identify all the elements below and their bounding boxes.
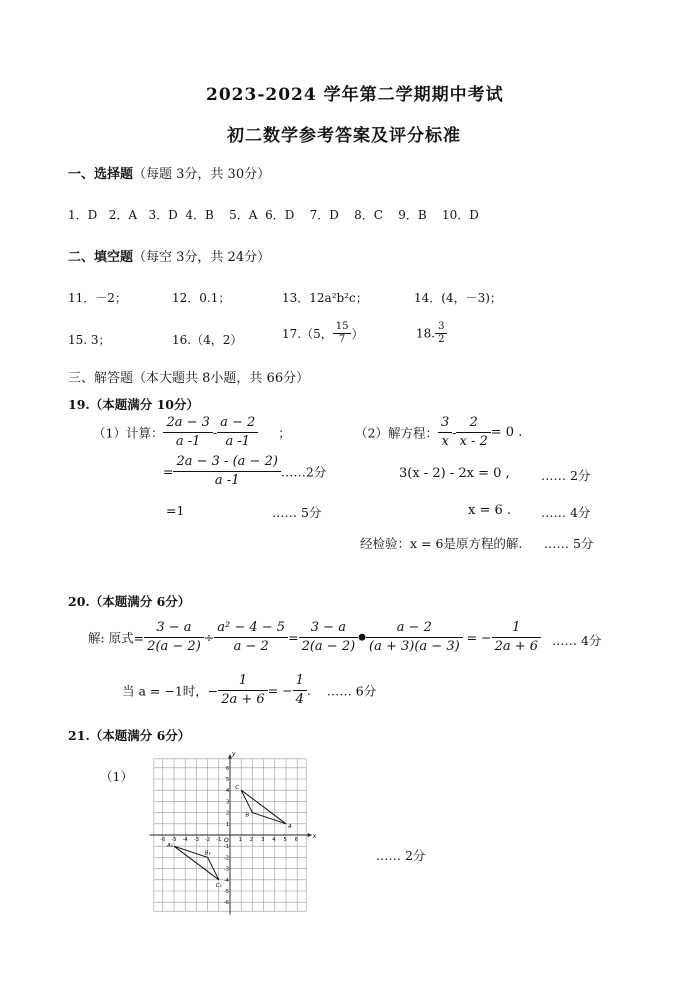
- q20-substitution: [122, 672, 376, 709]
- q19-step1-fraction: [173, 453, 280, 490]
- fraction-denominator: 2a + 6: [494, 639, 539, 654]
- section-choice-note: （每题 3分，共 30分）: [133, 167, 271, 182]
- q19-p2-fraction-2: [456, 414, 490, 451]
- q19-p2-fraction-1: [438, 414, 452, 451]
- fraction-numerator: 2a − 3: [163, 414, 212, 433]
- fraction-numerator: a − 2: [366, 619, 463, 638]
- y-tick-label: -5: [224, 889, 229, 895]
- q19-part2-step2-score: …… 4分: [541, 505, 591, 520]
- choice-answer: 2．A: [108, 208, 138, 222]
- fraction-numerator: a − 2: [217, 414, 258, 433]
- fill-answer-17: [282, 321, 363, 346]
- equals-negative: = −: [267, 683, 293, 698]
- y-tick-label: -6: [224, 900, 229, 907]
- y-tick-label: -3: [224, 866, 229, 873]
- fill-17-prefix: 17.（5，: [282, 327, 333, 341]
- fraction-denominator: 2(a − 2): [147, 639, 201, 654]
- fraction-denominator: 4: [295, 692, 304, 707]
- q19-fraction-2: [217, 414, 258, 451]
- q19-check-score: …… 5分: [544, 536, 594, 551]
- fill-18-fraction: [435, 321, 447, 346]
- q20-when: 当 a = −1时，−: [122, 683, 219, 699]
- fraction-numerator: 1: [492, 619, 541, 638]
- fraction-denominator: 2a + 6: [221, 692, 265, 707]
- multiply-dot: ●: [358, 632, 367, 643]
- section-fill-title: 二、填空题: [68, 250, 134, 265]
- fraction-denominator: 2(a − 2): [301, 639, 356, 654]
- q20-title: 20.（本题满分 6分）: [68, 594, 191, 609]
- fraction-denominator: 2: [438, 334, 445, 345]
- x-axis-arrow: [308, 833, 312, 837]
- x-tick-label: 2: [249, 837, 254, 843]
- section-solve-heading: [68, 367, 309, 386]
- point-label-c1: C₁: [215, 882, 222, 889]
- fraction-numerator: 2: [456, 414, 490, 433]
- q20-fraction-2: [214, 619, 288, 656]
- fraction-numerator: 3 − a: [299, 619, 359, 638]
- q19-part1-step1: [163, 453, 326, 490]
- fraction-numerator: 2a − 3 - (a − 2): [173, 453, 280, 472]
- fill-answer-18: [416, 321, 447, 346]
- y-tick-label: 4: [226, 788, 230, 795]
- q20-score-2: …… 6分: [326, 683, 377, 699]
- q19-part1: [93, 414, 291, 451]
- y-tick-label: 5: [226, 777, 230, 783]
- q21-part1-label: （1）: [100, 769, 133, 784]
- section-fill-note: （每空 3分，共 24分）: [133, 250, 271, 265]
- choice-answers: [68, 206, 479, 223]
- section-choice-heading: [68, 163, 270, 182]
- fill-answer-11: 11．－2；: [68, 291, 127, 305]
- graph-axes: [149, 750, 316, 914]
- x-tick-label: 5: [283, 837, 287, 843]
- fraction-denominator: a -1: [175, 434, 201, 449]
- fill-answer-13: 13．12a²b²c；: [282, 291, 368, 305]
- x-tick-label: -2: [205, 837, 211, 843]
- fill-17-suffix: ）: [351, 327, 364, 341]
- equals-negative: = −: [466, 630, 492, 645]
- minus-sign: -: [212, 425, 218, 440]
- choice-answer: 5．A: [229, 208, 258, 222]
- point-label-c: C: [235, 785, 240, 792]
- divide-sign: ÷: [203, 630, 215, 645]
- q19-part1-score: …… 5分: [272, 505, 322, 520]
- q21-score: …… 2分: [376, 848, 426, 863]
- choice-answer: 3．D: [148, 208, 178, 222]
- q20-fraction-4: [366, 619, 463, 656]
- y-tick-label: 6: [226, 765, 230, 772]
- choice-answer: 9．B: [398, 208, 427, 222]
- q19-title: 19.（本题满分 10分）: [68, 397, 199, 412]
- x-tick-label: -3: [193, 837, 199, 843]
- fraction-numerator: 3: [435, 321, 447, 334]
- fraction-numerator: 1: [218, 672, 267, 691]
- equals-sign: =: [163, 464, 174, 479]
- q20-fraction-6: [218, 672, 267, 709]
- q19-part2-step1: 3(x - 2) - 2x = 0 ,: [399, 466, 510, 481]
- period: .: [306, 683, 311, 698]
- section-choice-title: 一、选择题: [68, 167, 134, 182]
- fill-answer-16: 16.（4，2）: [172, 333, 243, 347]
- fraction-denominator: a -1: [225, 434, 250, 449]
- choice-answer: 6．D: [265, 208, 295, 222]
- q19-fraction-1: [163, 414, 212, 451]
- q20-fraction-5: [492, 619, 541, 656]
- x-tick-label: 4: [272, 837, 276, 843]
- section-solve-note: （本大题共 8小题，共 66分）: [133, 371, 310, 386]
- q20-fraction-3: [299, 619, 359, 656]
- q20-solution: [88, 619, 541, 656]
- choice-answer: 4．B: [185, 208, 214, 222]
- fill-answer-15: 15. 3；: [68, 333, 111, 347]
- q20-fraction-7: [293, 672, 307, 709]
- q19-part2: [355, 414, 522, 451]
- fill-17-fraction: [333, 321, 352, 346]
- point-label-a: A: [288, 823, 292, 830]
- x-tick-label: -1: [216, 837, 222, 843]
- x-tick-label: 6: [294, 837, 298, 843]
- q19-part2-step1-score: …… 2分: [541, 468, 591, 483]
- x-axis-label: x: [312, 833, 317, 840]
- q19-part2-label: （2）解方程：: [355, 425, 438, 441]
- minus-sign: -: [452, 425, 457, 440]
- q19-part1-step2: =1: [166, 503, 185, 518]
- graph-ticks: [160, 766, 298, 906]
- fraction-denominator: x: [441, 434, 449, 449]
- fill-answer-12: 12．0.1；: [172, 291, 231, 305]
- fraction-denominator: a − 2: [233, 639, 269, 654]
- point-label-b: B: [245, 812, 250, 819]
- coordinate-graph: [150, 750, 322, 917]
- fraction-denominator: a -1: [214, 473, 240, 488]
- y-tick-label: -4: [224, 877, 229, 884]
- choice-answer: 10．D: [441, 208, 479, 222]
- semicolon: ；: [278, 425, 291, 441]
- q20-sol-label: 解: 原式=: [88, 630, 145, 646]
- x-tick-label: -4: [182, 837, 188, 843]
- equals-sign: =: [288, 630, 299, 645]
- y-tick-label: -1: [224, 844, 229, 851]
- fraction-numerator: a² − 4 − 5: [214, 619, 288, 638]
- y-tick-label: -2: [224, 855, 229, 862]
- point-label-b1: B₁: [204, 850, 211, 857]
- section-solve-title: 三、解答题: [68, 371, 134, 386]
- origin-label: O: [224, 837, 229, 844]
- fraction-numerator: 15: [333, 321, 352, 334]
- fraction-denominator: x - 2: [459, 434, 488, 449]
- fill-answer-14: 14．(4，－3)；: [414, 291, 502, 305]
- q19-part1-label: （1）计算：: [93, 425, 164, 441]
- fraction-numerator: 1: [293, 672, 307, 691]
- point-label-a1: A₁: [167, 843, 173, 850]
- x-tick-label: -6: [160, 837, 166, 843]
- x-tick-label: 1: [238, 837, 242, 843]
- exam-title: 2023-2024 学年第二学期期中考试: [206, 85, 504, 105]
- equation-rhs: = 0 .: [490, 425, 523, 440]
- q19-part2-step2: x = 6 .: [468, 503, 512, 518]
- y-axis-label: y: [232, 750, 236, 758]
- q20-score-1: …… 4分: [552, 633, 602, 648]
- y-tick-label: 3: [226, 799, 230, 806]
- q19-check: 经检验：x = 6是原方程的解.: [360, 536, 523, 551]
- y-tick-label: 2: [226, 810, 230, 817]
- x-tick-label: -5: [171, 837, 177, 843]
- fraction-denominator: 7: [338, 334, 346, 345]
- x-tick-label: 3: [261, 837, 265, 843]
- y-tick-label: 1: [226, 821, 230, 828]
- choice-answer: 7．D: [309, 208, 339, 222]
- fraction-numerator: 3: [438, 414, 452, 433]
- choice-answer: 8．C: [354, 208, 383, 222]
- q21-title: 21.（本题满分 6分）: [68, 728, 191, 743]
- fraction-numerator: 3 − a: [144, 619, 204, 638]
- section-fill-heading: [68, 246, 270, 265]
- score-note: ……2分: [280, 464, 327, 480]
- fraction-denominator: (a + 3)(a − 3): [369, 639, 460, 654]
- answer-key-title: 初二数学参考答案及评分标准: [227, 126, 461, 146]
- q20-fraction-1: [144, 619, 204, 656]
- choice-answer: 1．D: [68, 208, 98, 222]
- fill-18-prefix: 18.: [416, 326, 436, 341]
